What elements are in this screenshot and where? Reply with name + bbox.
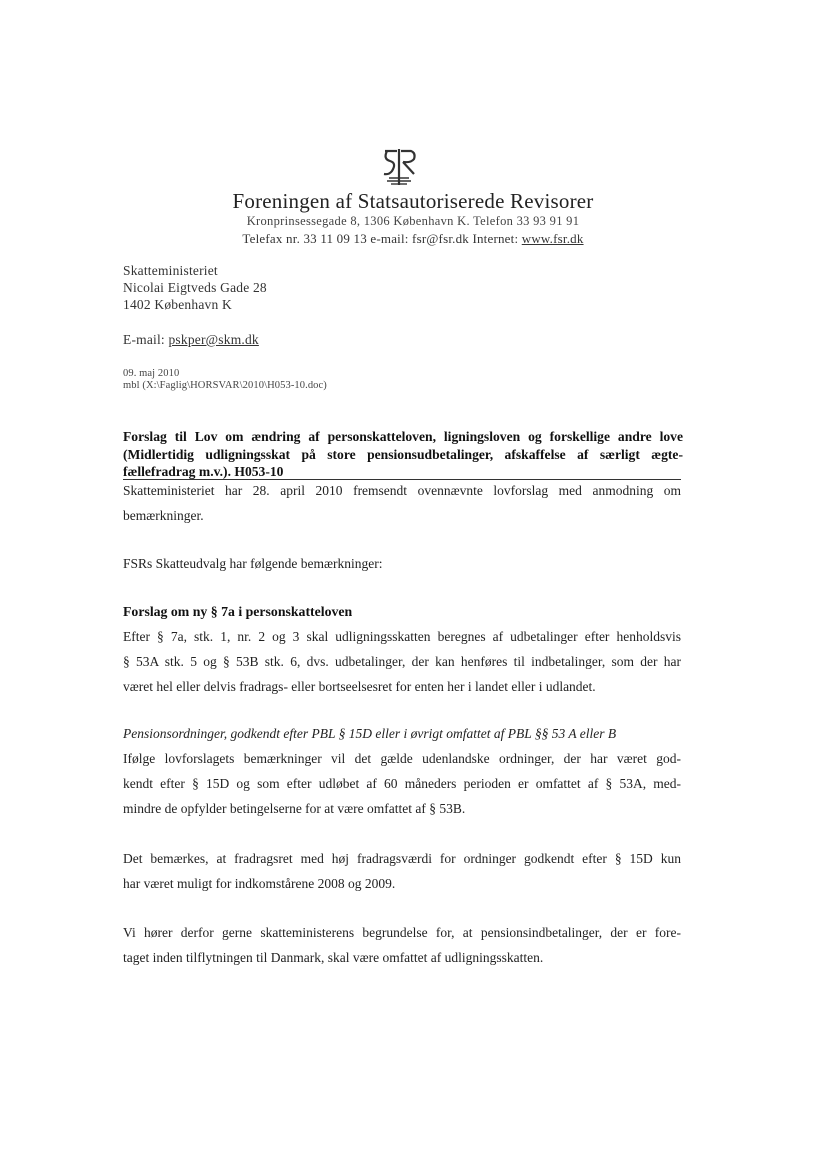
section-heading: Forslag om ny § 7a i personskatteloven	[123, 604, 353, 619]
text-line: bemærkninger.	[123, 508, 204, 523]
text-line: FSRs Skatteudvalg har følgende bemærkninger:	[123, 556, 383, 571]
letter-title	[123, 428, 683, 481]
subsection-heading: Pensionsordninger, godkendt efter PBL § 15D eller i øvrigt omfattet af PBL §§ 53 A eller B	[123, 726, 617, 741]
intro-paragraph	[123, 478, 681, 528]
committee-statement	[123, 551, 681, 576]
recipient-email	[123, 332, 259, 348]
fsr-logo	[381, 147, 417, 189]
request-paragraph	[123, 920, 681, 970]
email-link[interactable]: pskper@skm.dk	[168, 332, 259, 347]
text-line: taget inden tilflytningen til Danmark, skal være omfattet af udligningsskatten.	[123, 950, 544, 965]
recipient-name: Skatteministeriet	[123, 263, 218, 278]
recipient-street: Nicolai Eigtveds Gade 28	[123, 280, 267, 295]
text-line: Det bemærkes, at fradragsret med høj fradragsværdi for ordninger godkendt efter § 15D kun	[123, 851, 681, 866]
text-line: Efter § 7a, stk. 1, nr. 2 og 3 skal udligningsskatten beregnes af udbetalinger efter henholdsvis	[123, 629, 681, 644]
file-reference: mbl (X:\Faglig\HORSVAR\2010\H053-10.doc)	[123, 380, 327, 391]
title-line: Forslag til Lov om ændring af personskatteloven, ligningsloven og forskellige andre love	[123, 429, 683, 444]
text-line: har været muligt for indkomstårene 2008 og 2009.	[123, 876, 396, 891]
organization-contact	[200, 231, 626, 247]
text-line: mindre de opfylder betingelserne for at være omfattet af § 53B.	[123, 801, 466, 816]
website-link[interactable]: www.fsr.dk	[521, 231, 584, 246]
recipient-city: 1402 København K	[123, 297, 232, 312]
text-line: Skatteministeriet har 28. april 2010 fremsendt ovennævnte lovforslag med anmodning om	[123, 483, 681, 498]
text-line: været hel eller delvis fradrags- eller bortseelsesret for enten her i landet eller i udlandet.	[123, 679, 596, 694]
text-line: § 53A stk. 5 og § 53B stk. 6, dvs. udbetalinger, der kan henføres til indbetalinger, som der har	[123, 654, 681, 669]
remark-paragraph	[123, 846, 681, 896]
email-label: E-mail:	[123, 332, 169, 347]
title-line: fællefradrag m.v.). H053-10	[123, 464, 284, 479]
letter-date: 09. maj 2010	[123, 368, 180, 379]
contact-text: Telefax nr. 33 11 09 13 e-mail: fsr@fsr.dk Internet:	[242, 231, 522, 246]
section-paragraph	[123, 746, 681, 821]
organization-name: Foreningen af Statsautoriserede Revisorer	[232, 189, 594, 213]
text-line: Ifølge lovforslagets bemærkninger vil det gælde udenlandske ordninger, der har været god-	[123, 751, 681, 766]
section-paragraph	[123, 624, 681, 699]
organization-address: Kronprinsessegade 8, 1306 København K. Telefon 33 93 91 91	[246, 214, 580, 228]
text-line: kendt efter § 15D og som efter udløbet af 60 måneders perioden er omfattet af § 53A, med-	[123, 776, 681, 791]
text-line: Vi hører derfor gerne skatteministerens begrundelse for, at pensionsindbetalinger, der er fore-	[123, 925, 681, 940]
title-line: (Midlertidig udligningsskat på store pensionsudbetalinger, afskaffelse af særligt ægte-	[123, 446, 683, 462]
